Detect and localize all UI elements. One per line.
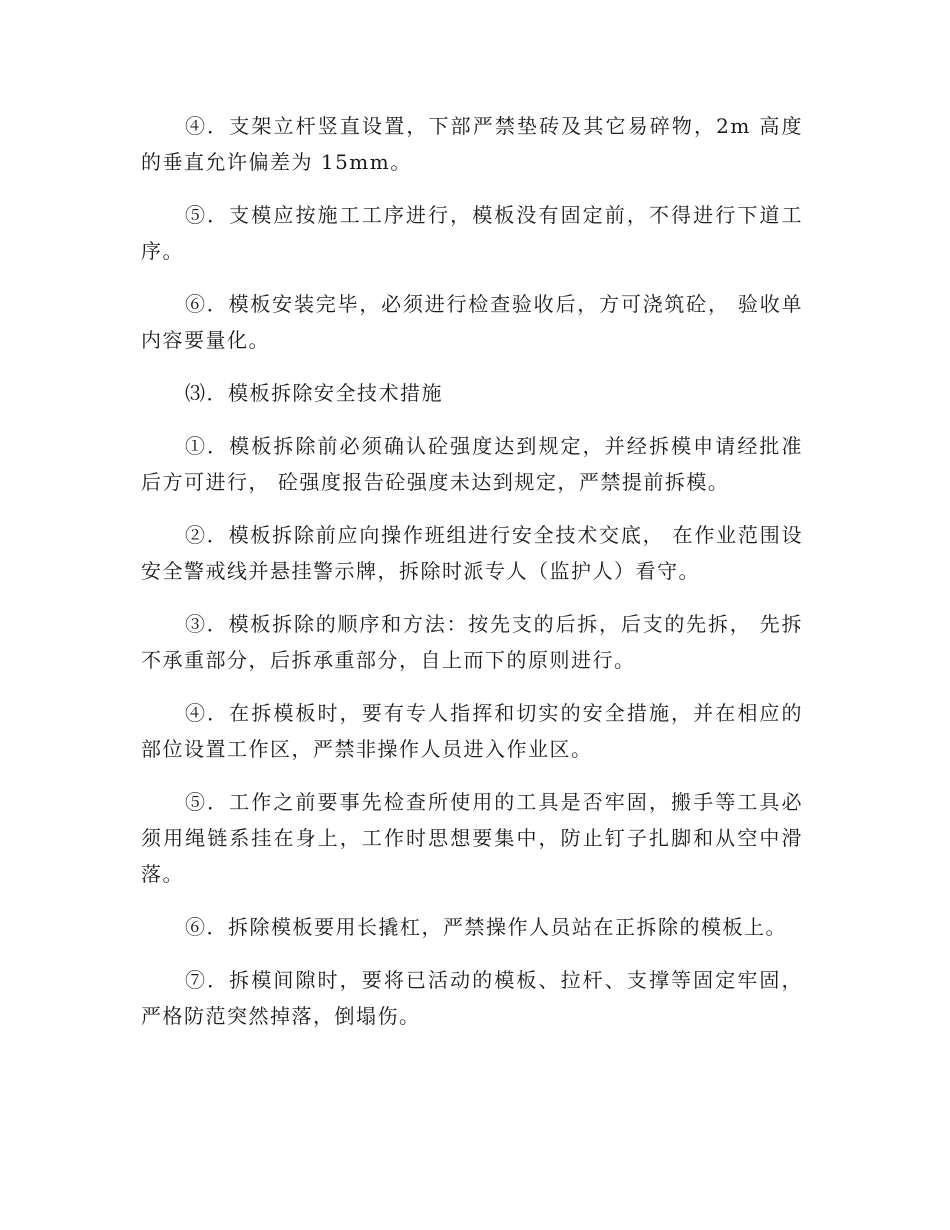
paragraph-safety-briefing: ②．模板拆除前应向操作班组进行安全技术交底， 在作业范围设安全警戒线并悬挂警示牌，拆除时派专人（监护人）看守。 — [141, 523, 803, 583]
paragraph-support-pole: ④．支架立杆竖直设置，下部严禁垫砖及其它易碎物，2m 高度的垂直允许偏差为 15mm。 — [141, 114, 803, 174]
paragraph-formwork-sequence: ⑤．支模应按施工工序进行，模板没有固定前，不得进行下道工序。 — [141, 203, 803, 263]
paragraph-work-zone: ④．在拆模板时，要有专人指挥和切实的安全措施，并在相应的部位设置工作区，严禁非操作人员进入作业区。 — [141, 701, 803, 761]
paragraph-inspection: ⑥．模板安装完毕，必须进行检查验收后，方可浇筑砼， 验收单内容要量化。 — [141, 292, 803, 352]
paragraph-tool-check: ⑤．工作之前要事先检查所使用的工具是否牢固，搬手等工具必须用绳链系挂在身上，工作时思想要集中，防止钉子扎脚和从空中滑落。 — [141, 790, 803, 886]
section-heading-removal-safety: ⑶．模板拆除安全技术措施 — [185, 381, 443, 405]
paragraph-crowbar: ⑥．拆除模板要用长撬杠，严禁操作人员站在正拆除的模板上。 — [185, 915, 787, 939]
paragraph-secure-gaps: ⑦．拆模间隙时，要将已活动的模板、拉杆、支撑等固定牢固，严格防范突然掉落，倒塌伤。 — [141, 968, 803, 1028]
paragraph-removal-order: ③．模板拆除的顺序和方法：按先支的后拆，后支的先拆， 先拆不承重部分，后拆承重部分，自上而下的原则进行。 — [141, 612, 803, 672]
document-body — [141, 108, 803, 1051]
paragraph-concrete-strength: ①．模板拆除前必须确认砼强度达到规定，并经拆模申请经批准后方可进行， 砼强度报告砼强度未达到规定，严禁提前拆模。 — [141, 434, 803, 494]
